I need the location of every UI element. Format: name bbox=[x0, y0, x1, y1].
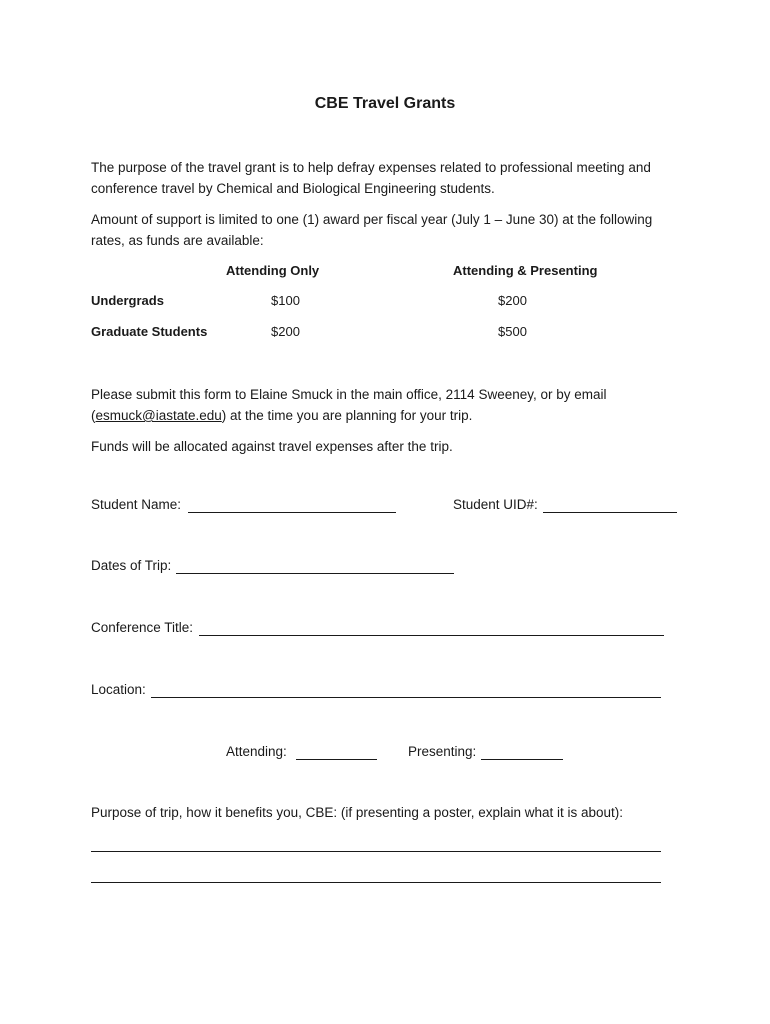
dates-of-trip-label: Dates of Trip: bbox=[91, 558, 172, 573]
presenting-label: Presenting: bbox=[408, 744, 477, 759]
intro-line-2: conference travel by Chemical and Biological Engineering students. bbox=[91, 181, 495, 196]
dates-of-trip-line[interactable] bbox=[176, 573, 454, 574]
student-uid-label: Student UID#: bbox=[453, 497, 538, 512]
purpose-line-1[interactable] bbox=[91, 851, 661, 852]
submit-line-2-rest: ) at the time you are planning for your trip. bbox=[221, 408, 473, 423]
header-attending-presenting: Attending & Presenting bbox=[453, 263, 598, 278]
location-line[interactable] bbox=[151, 697, 661, 698]
submit-line-2 bbox=[91, 405, 472, 426]
student-name-label: Student Name: bbox=[91, 497, 182, 512]
presenting-line[interactable] bbox=[481, 759, 563, 760]
undergrads-presenting-rate: $200 bbox=[498, 293, 527, 308]
open-paren: ( bbox=[91, 408, 96, 423]
purpose-line-2[interactable] bbox=[91, 882, 661, 883]
row-label-graduate-students: Graduate Students bbox=[91, 324, 208, 339]
attending-line[interactable] bbox=[296, 759, 377, 760]
page-title: CBE Travel Grants bbox=[314, 95, 456, 112]
purpose-label: Purpose of trip, how it benefits you, CBE: (if presenting a poster, explain what it is about): bbox=[91, 805, 624, 820]
student-name-line[interactable] bbox=[188, 512, 396, 513]
conference-title-label: Conference Title: bbox=[91, 620, 194, 635]
student-uid-line[interactable] bbox=[543, 512, 677, 513]
undergrads-attending-rate: $100 bbox=[271, 293, 300, 308]
support-line-2: rates, as funds are available: bbox=[91, 233, 264, 248]
support-line-1: Amount of support is limited to one (1) award per fiscal year (July 1 – June 30) at the following bbox=[91, 212, 653, 227]
conference-title-line[interactable] bbox=[199, 635, 664, 636]
graduate-attending-rate: $200 bbox=[271, 324, 300, 339]
row-label-undergrads: Undergrads bbox=[91, 293, 164, 308]
submit-line-1: Please submit this form to Elaine Smuck in the main office, 2114 Sweeney, or by email bbox=[91, 387, 607, 402]
funds-note: Funds will be allocated against travel expenses after the trip. bbox=[91, 439, 453, 454]
attending-label: Attending: bbox=[226, 744, 287, 759]
email-link[interactable]: esmuck@iastate.edu bbox=[95, 408, 222, 423]
intro-line-1: The purpose of the travel grant is to help defray expenses related to professional meeting and bbox=[91, 160, 651, 175]
header-attending-only: Attending Only bbox=[226, 263, 320, 278]
location-label: Location: bbox=[91, 682, 146, 697]
graduate-presenting-rate: $500 bbox=[498, 324, 527, 339]
